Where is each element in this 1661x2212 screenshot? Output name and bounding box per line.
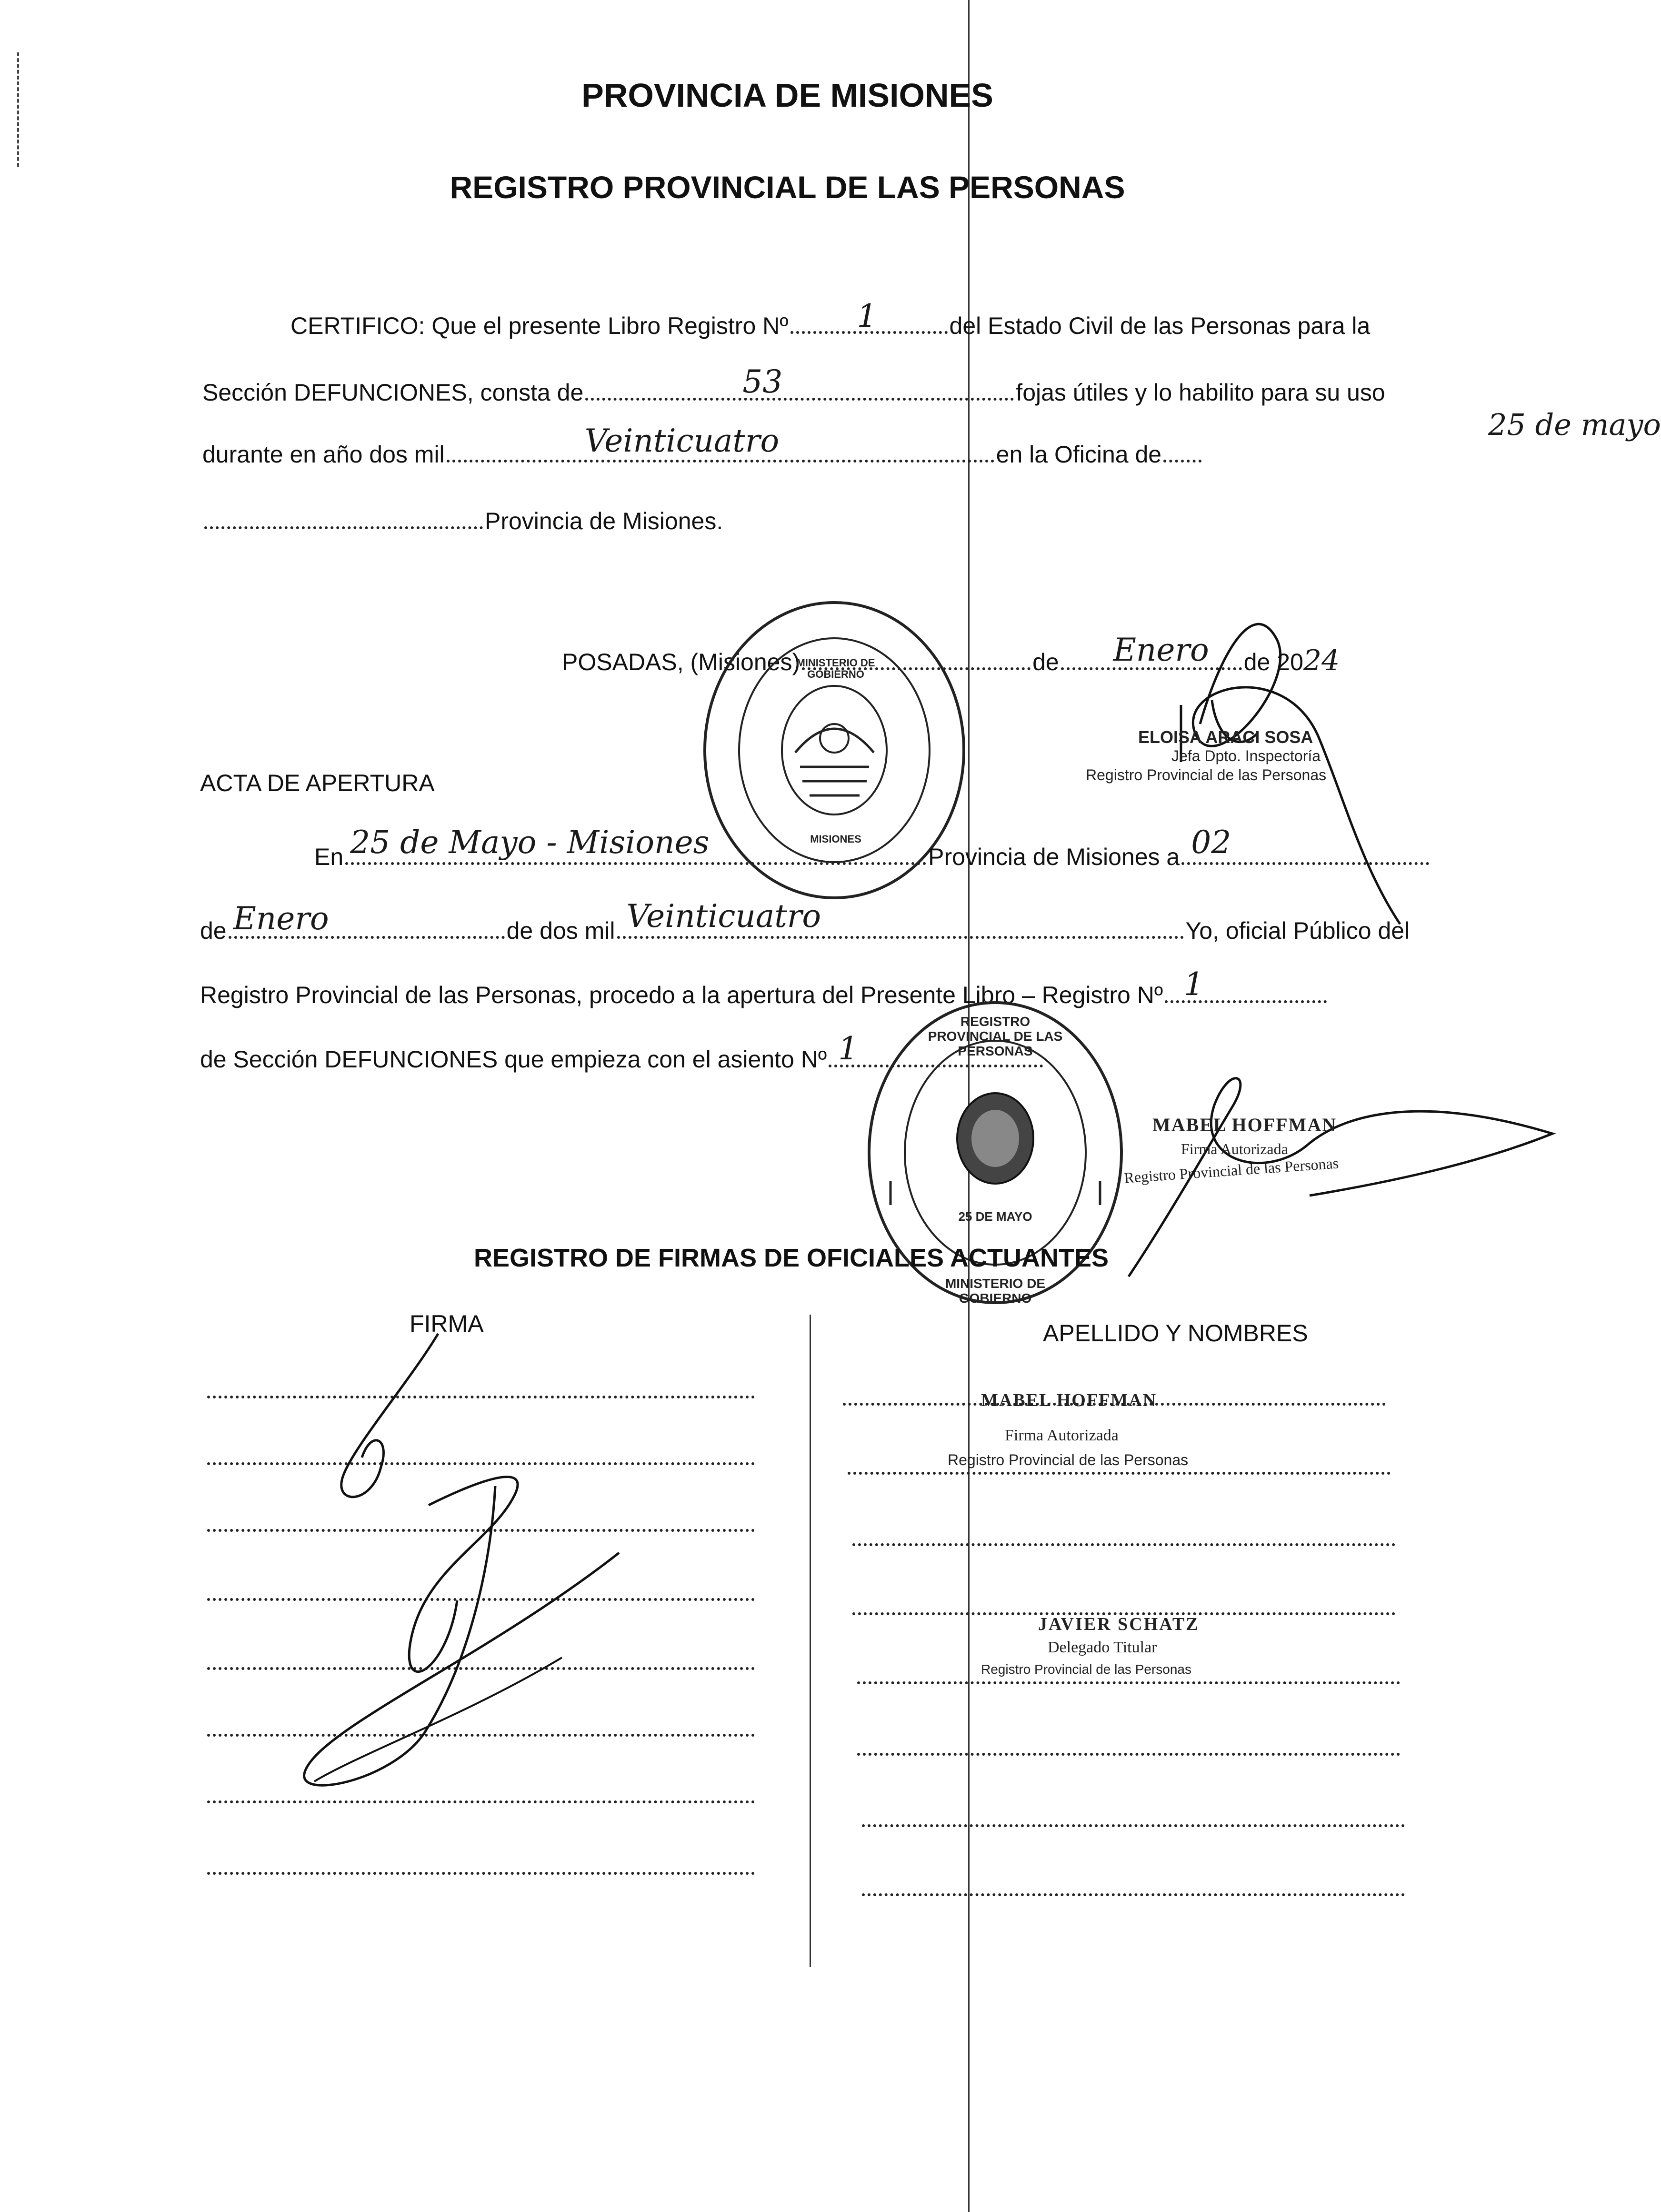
signature-scribble-3 — [267, 1305, 695, 1820]
acta-text: de dos mil — [506, 917, 615, 944]
handwritten-book-number: 1 — [857, 298, 877, 334]
page-subtitle: REGISTRO PROVINCIAL DE LAS PERSONAS — [450, 170, 1125, 205]
signature-2-org: Registro Provincial de las Personas — [1123, 1154, 1340, 1186]
firma-row-line — [207, 1872, 755, 1875]
seal-2-number: 25 DE MAYO — [958, 1209, 1032, 1224]
acta-heading: ACTA DE APERTURA — [200, 770, 435, 796]
cert-text: CERTIFICO: Que el presente Libro Registro Nº — [290, 312, 789, 339]
nombre-row-line — [862, 1824, 1405, 1827]
handwritten-office: 25 de mayo — [1488, 407, 1661, 442]
cert-text: Sección DEFUNCIONES, consta de — [202, 379, 584, 406]
nombre-row-line — [857, 1753, 1400, 1756]
cert-text: de 20 — [1243, 649, 1303, 675]
cert-text: fojas útiles y lo habilito para su uso — [1016, 379, 1385, 406]
handwritten-libro-number: 1 — [1184, 966, 1204, 1003]
seal-1-bottom-text: MISIONES — [810, 833, 861, 845]
acta-text: de Sección DEFUNCIONES que empieza con el asiento Nº — [200, 1046, 827, 1073]
firmas-entry-1-org: Registro Provincial de las Personas — [948, 1451, 1189, 1468]
handwritten-year-words: Veinticuatro — [584, 422, 780, 459]
seal-2-bottom-text: MINISTERIO DE GOBIERNO — [945, 1276, 1045, 1306]
cert-text: de — [1032, 649, 1059, 675]
handwritten-asiento: 1 — [838, 1030, 859, 1067]
signature-1-name: ELOISA ARACI SOSA — [1138, 727, 1313, 747]
seal-2-ring-text: REGISTRO PROVINCIAL DE LAS PERSONAS — [928, 1014, 1063, 1058]
signature-2-role: Firma Autorizada — [1181, 1140, 1288, 1157]
cert-line-1 — [290, 298, 1371, 340]
acta-line-2 — [200, 898, 1410, 945]
handwritten-fojas: 53 — [742, 363, 783, 400]
cert-line-2 — [202, 363, 1385, 406]
acta-line-3 — [200, 966, 1329, 1009]
acta-text: Provincia de Misiones a — [928, 844, 1180, 870]
cert-text: en la Oficina de — [996, 441, 1162, 468]
nombre-row-line — [862, 1893, 1405, 1896]
cert-text: Provincia de Misiones. — [485, 508, 723, 534]
signature-1-org: Registro Provincial de las Personas — [1086, 766, 1327, 784]
firmas-col-right-header: APELLIDO Y NOMBRES — [1043, 1320, 1308, 1347]
signature-2-name: MABEL HOFFMAN — [1152, 1114, 1337, 1136]
acta-text: En — [314, 844, 344, 870]
firmas-entry-2-name: JAVIER SCHATZ — [1038, 1614, 1200, 1634]
nombre-row-line — [852, 1543, 1395, 1546]
handwritten-month-acta: Enero — [233, 900, 329, 937]
firmas-column-divider — [810, 1315, 811, 1967]
nombre-row-line — [857, 1681, 1400, 1684]
acta-text: Registro Provincial de las Personas, procedo a la apertura del Presente Libro – Registro Nº — [200, 982, 1163, 1008]
firmas-entry-2-role: Delegado Titular — [1048, 1639, 1157, 1656]
cert-line-3 — [202, 407, 1661, 468]
acta-text: Yo, oficial Público del — [1185, 917, 1410, 944]
handwritten-locality: 25 de Mayo - Misiones — [350, 824, 710, 861]
acta-text: de — [200, 917, 227, 944]
cert-place: POSADAS, (Misiones) — [562, 649, 800, 675]
acta-line-1 — [314, 824, 1431, 871]
seal-1-inner-text: MINISTERIO DE GOBIERNO — [796, 657, 875, 681]
firmas-entry-1-name: MABEL HOFFMAN — [981, 1390, 1157, 1410]
cert-text: durante en año dos mil — [202, 441, 445, 468]
cert-line-4 — [202, 507, 723, 535]
handwritten-day: 02 — [1191, 824, 1231, 861]
firmas-entry-2-org: Registro Provincial de las Personas — [981, 1662, 1191, 1677]
firmas-entry-1-role: Firma Autorizada — [1005, 1427, 1119, 1444]
signature-1-role: Jefa Dpto. Inspectoría — [1171, 747, 1321, 764]
handwritten-year: 24 — [1303, 644, 1340, 677]
firmas-col-left-header: FIRMA — [410, 1310, 484, 1337]
page-title: PROVINCIA DE MISIONES — [581, 77, 993, 114]
handwritten-year-acta: Veinticuatro — [626, 898, 821, 935]
firmas-heading: REGISTRO DE FIRMAS DE OFICIALES ACTUANTES — [474, 1244, 1109, 1272]
cert-text: del Estado Civil de las Personas para la — [949, 312, 1371, 339]
nombre-row-line — [848, 1472, 1391, 1475]
handwritten-month: Enero — [1113, 632, 1209, 668]
